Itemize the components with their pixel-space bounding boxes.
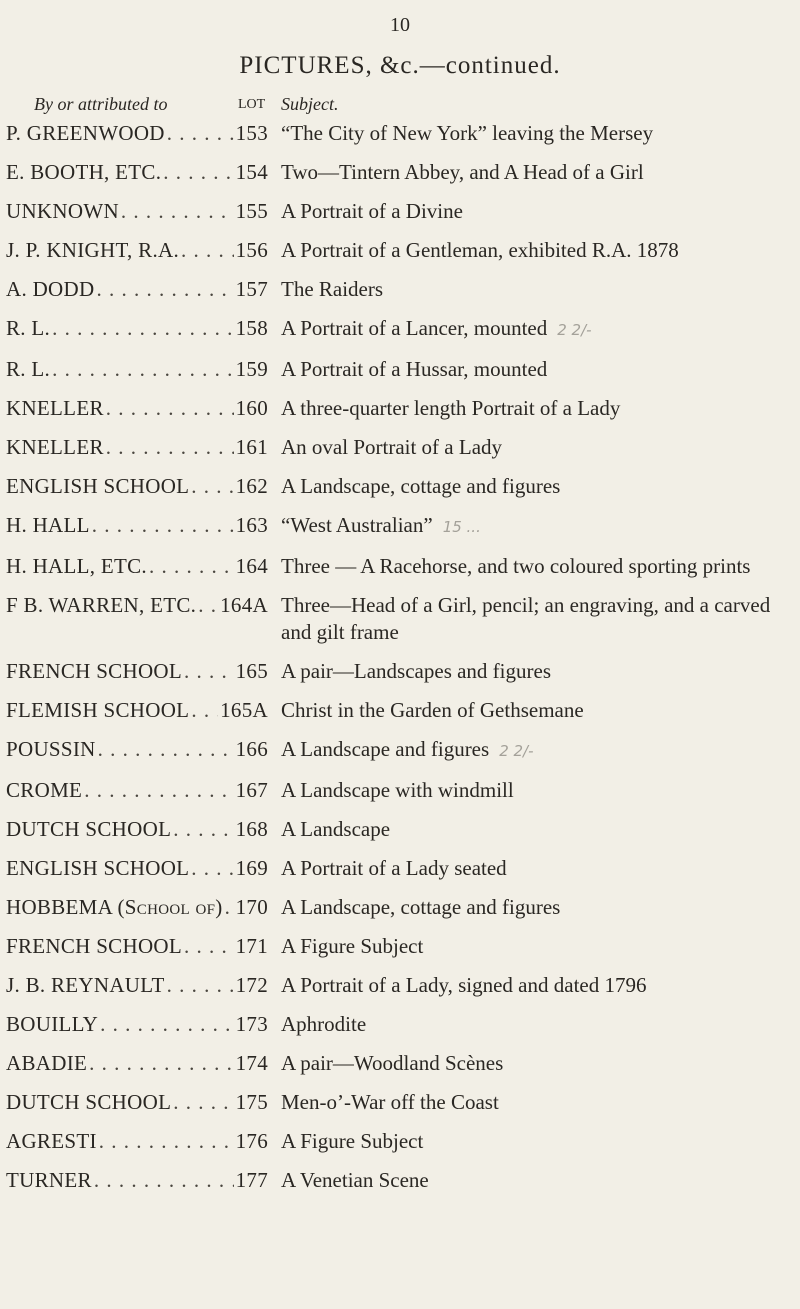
subject-text: A three-quarter length Portrait of a Lady [281, 396, 621, 420]
subject-cell [268, 592, 800, 646]
artist-cell [0, 159, 268, 186]
artist-name: FRENCH SCHOOL [6, 934, 183, 958]
artist-cell [0, 1089, 268, 1116]
subject-cell [268, 553, 800, 580]
dot-leader [191, 473, 233, 500]
pencil-annotation: 2 2/- [557, 321, 592, 339]
subject-text: A pair—Landscapes and figures [281, 659, 551, 683]
catalogue-entry [0, 697, 800, 724]
artist-cell [0, 473, 268, 500]
lot-number: 162 [235, 474, 268, 498]
catalogue-entry [0, 315, 800, 344]
subject-text: A Landscape, cottage and figures [281, 895, 561, 919]
lot-number: 166 [235, 737, 268, 761]
subject-cell [268, 473, 800, 500]
artist-name: H. HALL, ETC. [6, 554, 147, 578]
subject-text: “The City of New York” leaving the Mersey [281, 121, 654, 145]
artist-name: J. P. KNIGHT, R.A. [6, 238, 180, 262]
dot-leader [149, 553, 234, 580]
dot-leader [94, 1167, 234, 1194]
subject-cell [268, 972, 800, 999]
subject-cell [268, 1050, 800, 1077]
subject-cell [268, 159, 800, 186]
pencil-annotation: 2 2/- [499, 742, 534, 760]
artist-name: ENGLISH SCHOOL [6, 856, 190, 880]
subject-text: A Landscape [281, 817, 391, 841]
subject-cell [268, 894, 800, 921]
dot-leader [96, 276, 233, 303]
subject-column-header: Subject. [281, 94, 339, 114]
lot-number: 169 [235, 856, 268, 880]
subject-cell [268, 512, 800, 541]
artist-cell [0, 198, 268, 225]
page-number: 10 [390, 14, 410, 36]
subject-text: A Portrait of a Gentleman, exhibited R.A. 1878 [281, 238, 679, 262]
dot-leader [181, 237, 234, 264]
catalogue-entry [0, 592, 800, 646]
lot-number: 167 [235, 778, 268, 802]
lot-number: 161 [235, 435, 268, 459]
dot-leader [84, 777, 233, 804]
artist-cell [0, 315, 268, 342]
artist-cell [0, 120, 268, 147]
subject-cell [268, 120, 800, 147]
column-headers [0, 94, 800, 120]
lot-number: 163 [235, 513, 268, 537]
artist-name: J. B. REYNAULT [6, 973, 165, 997]
artist-cell [0, 1128, 268, 1155]
artist-name: CROME [6, 778, 83, 802]
artist-name: UNKNOWN [6, 199, 119, 223]
subject-text: Three — A Racehorse, and two coloured sporting prints [281, 554, 751, 578]
subject-cell [268, 736, 800, 765]
subject-text: An oval Portrait of a Lady [281, 435, 503, 459]
catalogue-entry [0, 777, 800, 804]
subject-text: Aphrodite [281, 1012, 367, 1036]
artist-cell [0, 933, 268, 960]
subject-text: A Portrait of a Lady seated [281, 856, 507, 880]
dot-leader [99, 1128, 234, 1155]
subject-text: Christ in the Garden of Gethsemane [281, 698, 584, 722]
artist-name: A. DODD [6, 277, 95, 301]
artist-cell [0, 972, 268, 999]
artist-cell [0, 237, 268, 264]
dot-leader [106, 395, 234, 422]
lot-number: 168 [235, 817, 268, 841]
artist-cell [0, 276, 268, 303]
lot-number: 175 [235, 1090, 268, 1114]
subject-cell [268, 434, 800, 461]
lot-number: 176 [235, 1129, 268, 1153]
artist-cell [0, 1011, 268, 1038]
artist-name: ABADIE [6, 1051, 88, 1075]
catalogue-entry [0, 1167, 800, 1194]
artist-name: FLEMISH SCHOOL [6, 698, 190, 722]
lot-number: 159 [235, 357, 268, 381]
catalogue-entry [0, 434, 800, 461]
artist-name: KNELLER [6, 396, 104, 420]
dot-leader [184, 933, 234, 960]
artist-name: TURNER [6, 1168, 92, 1192]
subject-text: A pair—Woodland Scènes [281, 1051, 504, 1075]
subject-cell [268, 697, 800, 724]
artist-name: BOUILLY [6, 1012, 99, 1036]
artist-name: DUTCH SCHOOL [6, 817, 172, 841]
subject-text: A Figure Subject [281, 934, 424, 958]
dot-leader [184, 658, 234, 685]
catalogue-entry [0, 512, 800, 541]
dot-leader [98, 736, 234, 763]
subject-cell [268, 198, 800, 225]
dot-leader [52, 356, 234, 383]
catalogue-entry [0, 198, 800, 225]
lot-number: 154 [235, 160, 268, 184]
artist-cell [0, 855, 268, 882]
dot-leader [173, 1089, 233, 1116]
catalogue-entry [0, 237, 800, 264]
dot-leader [225, 894, 234, 921]
subject-text: A Portrait of a Lady, signed and dated 1796 [281, 973, 647, 997]
subject-cell [268, 395, 800, 422]
subject-text: A Venetian Scene [281, 1168, 429, 1192]
pencil-annotation: 15 ... [442, 518, 481, 536]
artist-cell [0, 395, 268, 422]
lot-number: 155 [235, 199, 268, 223]
catalogue-entry [0, 159, 800, 186]
artist-name: F B. WARREN, ETC. [6, 593, 197, 617]
artist-name: ENGLISH SCHOOL [6, 474, 190, 498]
artist-cell [0, 658, 268, 685]
lot-number: 165 [235, 659, 268, 683]
artist-cell [0, 1050, 268, 1077]
catalogue-entry [0, 658, 800, 685]
artist-cell [0, 592, 268, 619]
catalogue-entry [0, 395, 800, 422]
catalogue-entry [0, 855, 800, 882]
catalogue-entry [0, 1011, 800, 1038]
lot-number: 153 [235, 121, 268, 145]
artist-name: E. BOOTH, ETC. [6, 160, 162, 184]
dot-leader [92, 512, 234, 539]
catalogue-entry [0, 276, 800, 303]
subject-text: A Portrait of a Hussar, mounted [281, 357, 548, 381]
subject-text: A Landscape and figures [281, 737, 490, 761]
dot-leader [121, 198, 234, 225]
page-heading: PICTURES, &c.—continued. [239, 52, 561, 79]
dot-leader [167, 972, 234, 999]
catalogue-entry [0, 473, 800, 500]
subject-cell [268, 816, 800, 843]
subject-text: A Figure Subject [281, 1129, 424, 1153]
catalogue-entry [0, 356, 800, 383]
artist-name: HOBBEMA (School of) [6, 895, 223, 919]
lot-number: 157 [235, 277, 268, 301]
lot-number: 174 [235, 1051, 268, 1075]
lot-number: 164 [235, 554, 268, 578]
catalogue-entry [0, 553, 800, 580]
artist-name: H. HALL [6, 513, 90, 537]
subject-cell [268, 1011, 800, 1038]
artist-cell [0, 434, 268, 461]
subject-text: A Portrait of a Lancer, mounted [281, 316, 548, 340]
catalogue-entry [0, 1089, 800, 1116]
subject-text: Three—Head of a Girl, pencil; an engraving, and a carved and gilt frame [281, 593, 771, 644]
artist-name: P. GREENWOOD [6, 121, 165, 145]
dot-leader [191, 697, 218, 724]
artist-cell [0, 1167, 268, 1194]
artist-cell [0, 816, 268, 843]
subject-cell [268, 1089, 800, 1116]
dot-leader [52, 315, 234, 342]
lot-number: 164A [220, 593, 268, 617]
artist-cell [0, 736, 268, 763]
subject-cell [268, 1128, 800, 1155]
subject-cell [268, 933, 800, 960]
artist-cell [0, 697, 268, 724]
lot-number: 172 [235, 973, 268, 997]
catalogue-entry [0, 736, 800, 765]
lot-number: 160 [235, 396, 268, 420]
subject-cell [268, 1167, 800, 1194]
artist-name: R. L. [6, 316, 51, 340]
subject-cell [268, 855, 800, 882]
subject-text: Men-o’-War off the Coast [281, 1090, 499, 1114]
subject-text: Two—Tintern Abbey, and A Head of a Girl [281, 160, 644, 184]
catalogue-list [0, 120, 800, 1206]
subject-cell [268, 315, 800, 344]
subject-text: The Raiders [281, 277, 384, 301]
artist-cell [0, 512, 268, 539]
artist-cell [0, 553, 268, 580]
subject-text: “West Australian” [281, 513, 433, 537]
artist-name: AGRESTI [6, 1129, 97, 1153]
artist-cell [0, 894, 268, 921]
catalogue-entry [0, 894, 800, 921]
artist-cell [0, 356, 268, 383]
dot-leader [191, 855, 233, 882]
dot-leader [106, 434, 234, 461]
subject-text: A Landscape with windmill [281, 778, 514, 802]
artist-name: POUSSIN [6, 737, 96, 761]
lot-number: 171 [235, 934, 268, 958]
lot-number: 177 [235, 1168, 268, 1192]
lot-number: 173 [235, 1012, 268, 1036]
lot-number: 158 [235, 316, 268, 340]
dot-leader [167, 120, 234, 147]
artist-cell [0, 777, 268, 804]
dot-leader [173, 816, 233, 843]
subject-text: A Portrait of a Divine [281, 199, 463, 223]
subject-cell [268, 658, 800, 685]
subject-cell [268, 356, 800, 383]
artist-name: FRENCH SCHOOL [6, 659, 183, 683]
artist-name: DUTCH SCHOOL [6, 1090, 172, 1114]
lot-number: 170 [235, 895, 268, 919]
subject-cell [268, 276, 800, 303]
lot-number: 156 [235, 238, 268, 262]
catalogue-entry [0, 120, 800, 147]
catalogue-entry [0, 1128, 800, 1155]
artist-name: R. L. [6, 357, 51, 381]
dot-leader [89, 1050, 233, 1077]
dot-leader [100, 1011, 233, 1038]
catalogue-entry [0, 816, 800, 843]
artist-column-header: By or attributed to [34, 94, 168, 114]
lot-column-header: LOT [238, 97, 266, 112]
subject-cell [268, 777, 800, 804]
catalogue-entry [0, 933, 800, 960]
subject-cell [268, 237, 800, 264]
catalogue-entry [0, 1050, 800, 1077]
catalogue-entry [0, 972, 800, 999]
dot-leader [163, 159, 233, 186]
lot-number: 165A [220, 698, 268, 722]
subject-text: A Landscape, cottage and figures [281, 474, 561, 498]
artist-name: KNELLER [6, 435, 104, 459]
dot-leader [198, 592, 218, 619]
